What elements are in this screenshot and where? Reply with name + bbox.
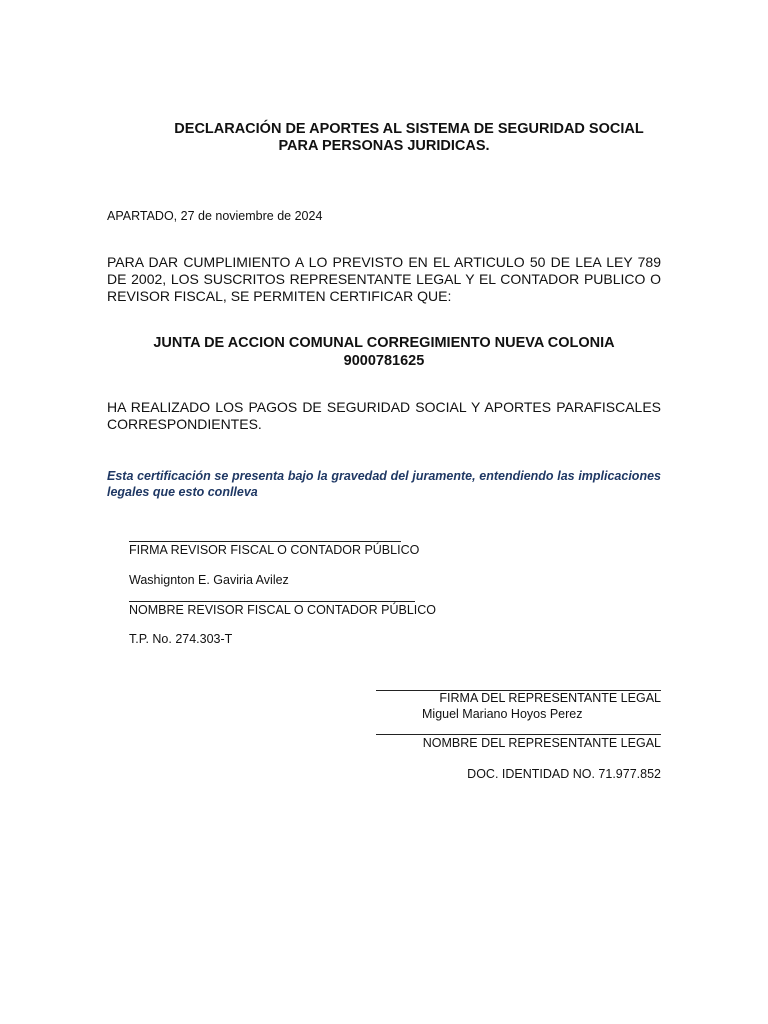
- fiscal-name-label: NOMBRE REVISOR FISCAL O CONTADOR PÚBLICO: [129, 603, 436, 617]
- legal-rep-name-line: [376, 734, 661, 735]
- fiscal-signature-label: FIRMA REVISOR FISCAL O CONTADOR PÚBLICO: [129, 543, 420, 557]
- title-line-1: DECLARACIÓN DE APORTES AL SISTEMA DE SEGURIDAD SOCIAL: [174, 121, 644, 137]
- payment-paragraph: HA REALIZADO LOS PAGOS DE SEGURIDAD SOCIAL Y APORTES PARAFISCALES CORRESPONDIENTES.: [107, 399, 661, 432]
- legal-rep-signature-label: FIRMA DEL REPRESENTANTE LEGAL: [439, 691, 661, 705]
- legal-rep-name-label: NOMBRE DEL REPRESENTANTE LEGAL: [422, 736, 661, 750]
- fiscal-signature-line: [129, 541, 401, 542]
- entity-id: 9000781625: [343, 353, 425, 369]
- entity-block: [107, 334, 661, 370]
- entity-name: JUNTA DE ACCION COMUNAL CORREGIMIENTO NUEVA COLONIA: [153, 335, 615, 351]
- fiscal-name-line: [129, 601, 415, 602]
- title-line-2: PARA PERSONAS JURIDICAS.: [278, 138, 490, 154]
- fiscal-name: Washignton E. Gaviria Avilez: [129, 573, 289, 587]
- legal-rep-id-document: DOC. IDENTIDAD NO. 71.977.852: [467, 767, 661, 781]
- legal-rep-name: Miguel Mariano Hoyos Perez: [422, 707, 583, 721]
- oath-statement: Esta certificación se presenta bajo la gravedad del juramente, entendiendo las implicaciones legales que esto conlleva: [107, 469, 661, 499]
- document-title: [0, 121, 768, 155]
- intro-paragraph: PARA DAR CUMPLIMIENTO A LO PREVISTO EN EL ARTICULO 50 DE LEA LEY 789 DE 2002, LOS SUSCRITOS REPRESENTANTE LEGAL Y EL CONTADOR PUBLICO O REVISOR FISCAL, SE PERMITEN CERTIFICAR QUE:: [107, 254, 661, 304]
- date-line: APARTADO, 27 de noviembre de 2024: [107, 209, 323, 223]
- professional-card: T.P. No. 274.303-T: [129, 632, 233, 646]
